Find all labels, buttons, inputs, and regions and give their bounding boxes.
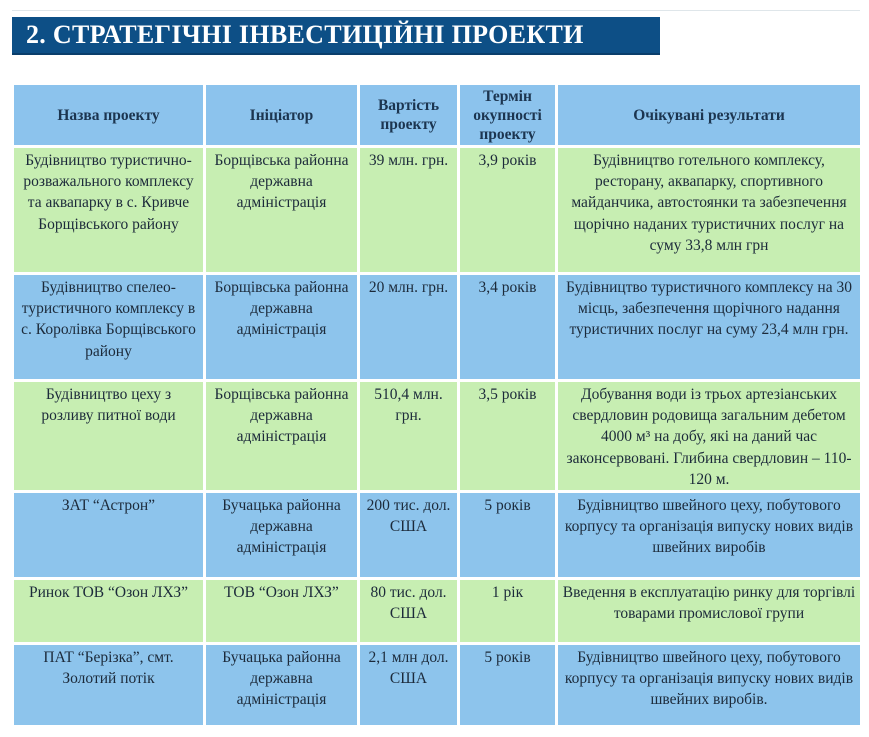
- cell-results: Будівництво туристичного комплексу на 30 місць, забезпечення щорічного надання туристичних послуг на суму 23,4 млн грн.: [557, 274, 862, 381]
- cell-cost: 20 млн. грн.: [359, 274, 459, 381]
- table-row: [13, 644, 862, 727]
- cell-cost: 2,1 млн дол. США: [359, 644, 459, 727]
- cell-payback: 5 років: [459, 492, 557, 579]
- table-row: [13, 381, 862, 492]
- cell-payback: 5 років: [459, 644, 557, 727]
- cell-payback: 3,9 років: [459, 147, 557, 274]
- header-cost: Вартість проекту: [359, 84, 459, 147]
- cell-payback: 3,4 років: [459, 274, 557, 381]
- cell-results: Будівництво швейного цеху, побутового корпусу та організація випуску нових видів швейних виробів: [557, 492, 862, 579]
- cell-project-name: Будівництво спелео-туристичного комплексу в с. Королівка Борщівського району: [13, 274, 205, 381]
- cell-initiator: Бучацька районна державна адміністрація: [205, 492, 359, 579]
- cell-results: Добування води із трьох артезіанських свердловин родовища загальним дебетом 4000 м³ на добу, які на даний час законсервовані. Глибина свердловин – 110-120 м.: [557, 381, 862, 492]
- cell-initiator: Бучацька районна державна адміністрація: [205, 644, 359, 727]
- cell-project-name: Будівництво цеху з розливу питної води: [13, 381, 205, 492]
- cell-cost: 510,4 млн. грн.: [359, 381, 459, 492]
- cell-project-name: Будівництво туристично-розважального комплексу та аквапарку в с. Кривче Борщівського району: [13, 147, 205, 274]
- section-title: 2. СТРАТЕГІЧНІ ІНВЕСТИЦІЙНІ ПРОЕКТИ: [26, 20, 584, 49]
- cell-initiator: Борщівська районна державна адміністрація: [205, 147, 359, 274]
- header-initiator: Ініціатор: [205, 84, 359, 147]
- cell-cost: 39 млн. грн.: [359, 147, 459, 274]
- cell-project-name: ПАТ “Берізка”, смт. Золотий потік: [13, 644, 205, 727]
- cell-initiator: Борщівська районна державна адміністрація: [205, 274, 359, 381]
- header-payback: Термін окупності проекту: [459, 84, 557, 147]
- cell-initiator: ТОВ “Озон ЛХЗ”: [205, 579, 359, 644]
- cell-cost: 80 тис. дол. США: [359, 579, 459, 644]
- cell-project-name: Ринок ТОВ “Озон ЛХЗ”: [13, 579, 205, 644]
- header-results: Очікувані результати: [557, 84, 862, 147]
- top-divider: [12, 10, 860, 11]
- investment-projects-table: [11, 82, 863, 728]
- cell-payback: 3,5 років: [459, 381, 557, 492]
- cell-project-name: ЗАТ “Астрон”: [13, 492, 205, 579]
- table-row: [13, 147, 862, 274]
- table-header-row: [13, 84, 862, 147]
- table-row: [13, 274, 862, 381]
- cell-payback: 1 рік: [459, 579, 557, 644]
- cell-initiator: Борщівська районна державна адміністрація: [205, 381, 359, 492]
- section-title-bar: [12, 17, 660, 55]
- table-row: [13, 492, 862, 579]
- cell-cost: 200 тис. дол. США: [359, 492, 459, 579]
- cell-results: Будівництво швейного цеху, побутового корпусу та організація випуску нових видів швейних виробів.: [557, 644, 862, 727]
- header-project-name: Назва проекту: [13, 84, 205, 147]
- table-row: [13, 579, 862, 644]
- cell-results: Введення в експлуатацію ринку для торгівлі товарами промислової групи: [557, 579, 862, 644]
- cell-results: Будівництво готельного комплексу, ресторану, аквапарку, спортивного майданчика, автостоянки та забезпечення щорічно наданих туристичних послуг на суму 33,8 млн грн: [557, 147, 862, 274]
